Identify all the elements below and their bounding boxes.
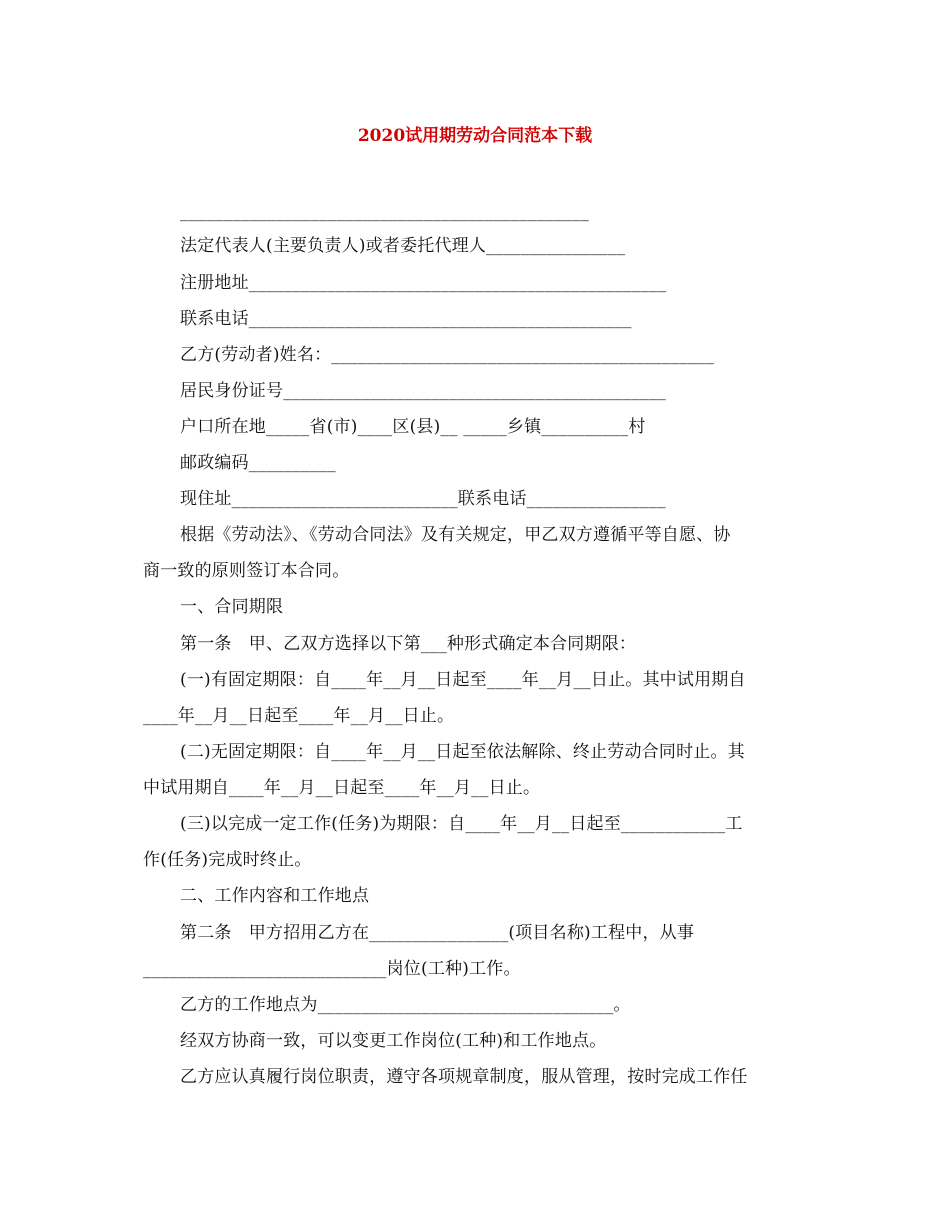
legal-representative-line: 法定代表人(主要负责人)或者委托代理人________________ [180, 236, 626, 256]
contact-phone-line: 联系电话____________________________________________ [180, 309, 632, 329]
preamble-paragraph-line-2: 商一致的原则签订本合同。 [143, 561, 350, 581]
registered-address-line: 注册地址________________________________________________ [180, 273, 667, 293]
article-1-line: 第一条 甲、乙双方选择以下第___种形式确定本合同期限： [180, 634, 637, 654]
document-title: 2020试用期劳动合同范本下载 [357, 126, 593, 146]
party-a-name-line: _______________________________________________ [180, 202, 589, 222]
article-2-line-1: 第二条 甲方招用乙方在________________(项目名称)工程中，从事 [180, 923, 695, 943]
duty-paragraph-line-1: 乙方应认真履行岗位职责，遵守各项规章制度，服从管理，按时完成工作任 [180, 1067, 748, 1087]
section-heading-work: 二、工作内容和工作地点 [180, 886, 370, 906]
task-term-line-2: 作(任务)完成时终止。 [143, 850, 312, 870]
party-b-name-line: 乙方(劳动者)姓名：____________________________________________ [180, 345, 715, 365]
section-heading-term: 一、合同期限 [180, 597, 284, 617]
household-registration-line: 户口所在地_____省(市)____区(县)__ _____乡镇__________村 [180, 417, 646, 437]
fixed-term-line-1: (一)有固定期限：自____年__月__日起至____年__月__日止。其中试用期自 [180, 670, 746, 690]
id-number-line: 居民身份证号____________________________________________ [180, 381, 666, 401]
change-agreement-line: 经双方协商一致，可以变更工作岗位(工种)和工作地点。 [180, 1031, 607, 1051]
open-term-line-1: (二)无固定期限：自____年__月__日起至依法解除、终止劳动合同时止。其 [180, 742, 745, 762]
postal-code-line: 邮政编码__________ [180, 453, 336, 473]
open-term-line-2: 中试用期自____年__月__日起至____年__月__日止。 [143, 778, 541, 798]
current-address-line: 现住址__________________________联系电话________________ [180, 489, 666, 509]
work-location-line: 乙方的工作地点为__________________________________。 [180, 995, 631, 1015]
preamble-paragraph-line-1: 根据《劳动法》、《劳动合同法》及有关规定，甲乙双方遵循平等自愿、协 [180, 525, 731, 545]
article-2-line-2: ____________________________岗位(工种)工作。 [143, 959, 521, 979]
fixed-term-line-2: ____年__月__日起至____年__月__日止。 [143, 706, 455, 726]
task-term-line-1: (三)以完成一定工作(任务)为期限：自____年__月__日起至____________工 [180, 814, 743, 834]
